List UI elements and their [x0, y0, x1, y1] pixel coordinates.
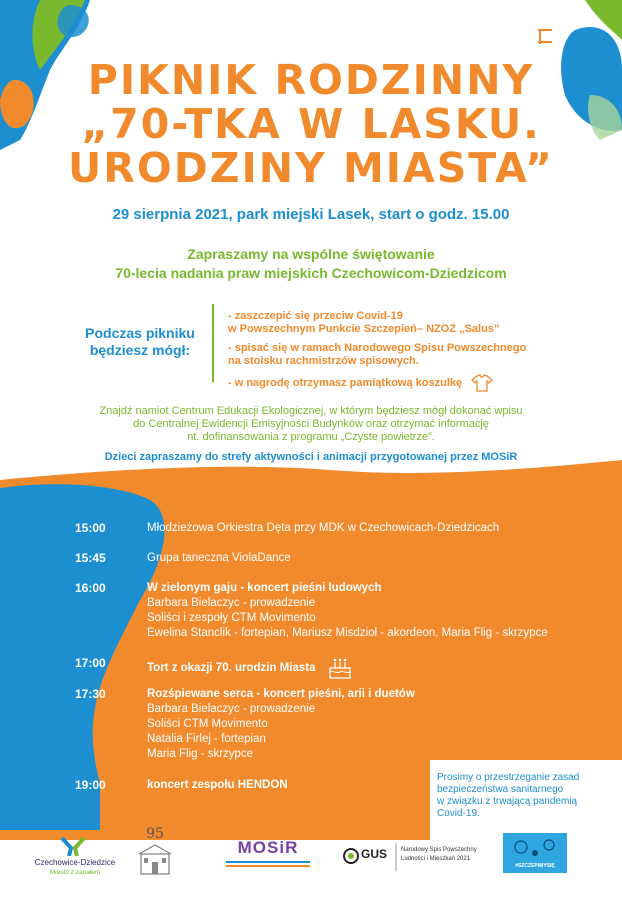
schedule-time: 16:00	[75, 581, 106, 595]
schedule-desc: W zielonym gaju - koncert pieśni ludowych Barbara Bielaczyc - prowadzenie Soliści i zespoły CTM Movimento Ewelina Stanclik - fortepian, Mariusz Misdzioł - akordeon, Maria Flig - skrzypce	[147, 582, 548, 639]
mosir-logo	[222, 838, 314, 868]
building-icon	[133, 842, 177, 876]
schedule-time: 19:00	[75, 778, 106, 792]
vaccine-campaign-logo	[503, 833, 567, 873]
kids-zone-info: Dzieci zapraszamy do strefy aktywności i animacji przygotowanej przez MOSiR	[104, 451, 518, 463]
city-emblem-icon	[58, 828, 88, 856]
cake-icon	[327, 656, 353, 680]
activity-divider	[212, 304, 214, 382]
event-date: 29 sierpnia 2021, park miejski Lasek, start o godz. 15.00	[112, 206, 510, 223]
gus-line-1: Narodowy Spis Powszechny	[401, 847, 477, 853]
activity-vaccination: - zaszczepić się przeciw Covid-19 w Powszechnym Punkcie Szczepień– NZOZ „Salus”	[228, 310, 500, 335]
schedule-desc: koncert zespołu HENDON	[147, 779, 288, 791]
during-heading	[70, 325, 210, 359]
vaccine-hashtag: #SZCZEPIMYSIĘ	[515, 863, 555, 869]
activity-census: - spisać się w ramach Narodowego Spisu Powszechnego na stoisku rachmistrzów spisowych.	[228, 342, 527, 367]
gus-emblem-icon	[343, 848, 359, 864]
schedule-time: 15:45	[75, 551, 106, 565]
gus-divider	[395, 843, 397, 871]
mosir-stripes	[222, 860, 314, 870]
schedule-time: 15:00	[75, 521, 106, 535]
invitation-text	[0, 245, 622, 283]
city-slogan: Miasto z zapałem	[49, 869, 101, 876]
schedule-time: 17:30	[75, 687, 106, 701]
schedule-desc: Rozśpiewane serca - koncert pieśni, arii i duetów Barbara Bielaczyc - prowadzenie Soliści CTM Movimento Natalia Firlej - fortepian Maria Flig - skrzypce	[147, 688, 415, 760]
schedule-desc: Młodzieżowa Orkiestra Dęta przy MDK w Czechowicach-Dziedzicach	[147, 522, 500, 534]
invitation-line-1: Zapraszamy na wspólne świętowanie	[187, 246, 435, 262]
gus-line-2: Ludności i Mieszkań 2021	[401, 856, 471, 862]
title-line-1: PIKNIK RODZINNY	[87, 56, 535, 104]
top-left-blue-dot	[57, 5, 88, 37]
schedule-desc: Tort z okazji 70. urodzin Miasta	[147, 656, 353, 680]
virus-icon	[503, 833, 567, 863]
during-line-1: Podczas pikniku	[85, 325, 195, 341]
invitation-line-2: 70-lecia nadania praw miejskich Czechowicom-Dziedzicom	[115, 265, 507, 281]
title-line-2: „70-TKA W LASKU.	[81, 100, 541, 148]
event-title	[0, 58, 622, 190]
during-line-2: będziesz mógł:	[89, 342, 191, 358]
activity-list	[228, 310, 526, 398]
eco-center-info: Znajdź namiot Centrum Edukacji Ekologicznej, w którym będziesz mógł dokonać wpisu do Centralnej Ewidencji Emisyjności Budynków oraz otrzymać informację nt. dofinansowania z programu „Czyste powietrze”.	[99, 405, 523, 443]
sanitary-notice: Prosimy o przestrzeganie zasad bezpieczeństwa sanitarnego w związku z trwającą pandemią Covid-19.	[437, 772, 580, 819]
gus-name: GUS	[361, 847, 388, 861]
activity-tshirt: - w nagrodę otrzymasz pamiątkową koszulkę	[228, 374, 526, 392]
title-line-3: URODZINY MIASTA”	[67, 144, 555, 192]
schedule-desc: Grupa taneczna ViolaDance	[147, 552, 291, 564]
anniversary-number: 95	[146, 826, 164, 842]
anniversary-logo	[133, 826, 177, 878]
top-right-orange-marks	[538, 30, 552, 44]
city-logo	[30, 828, 120, 888]
tshirt-icon	[471, 374, 493, 392]
gus-logo	[343, 843, 483, 873]
mosir-name: MOSiR	[237, 838, 299, 857]
city-name: Czechowice-Dziedzice	[34, 858, 116, 867]
schedule-time: 17:00	[75, 656, 106, 670]
